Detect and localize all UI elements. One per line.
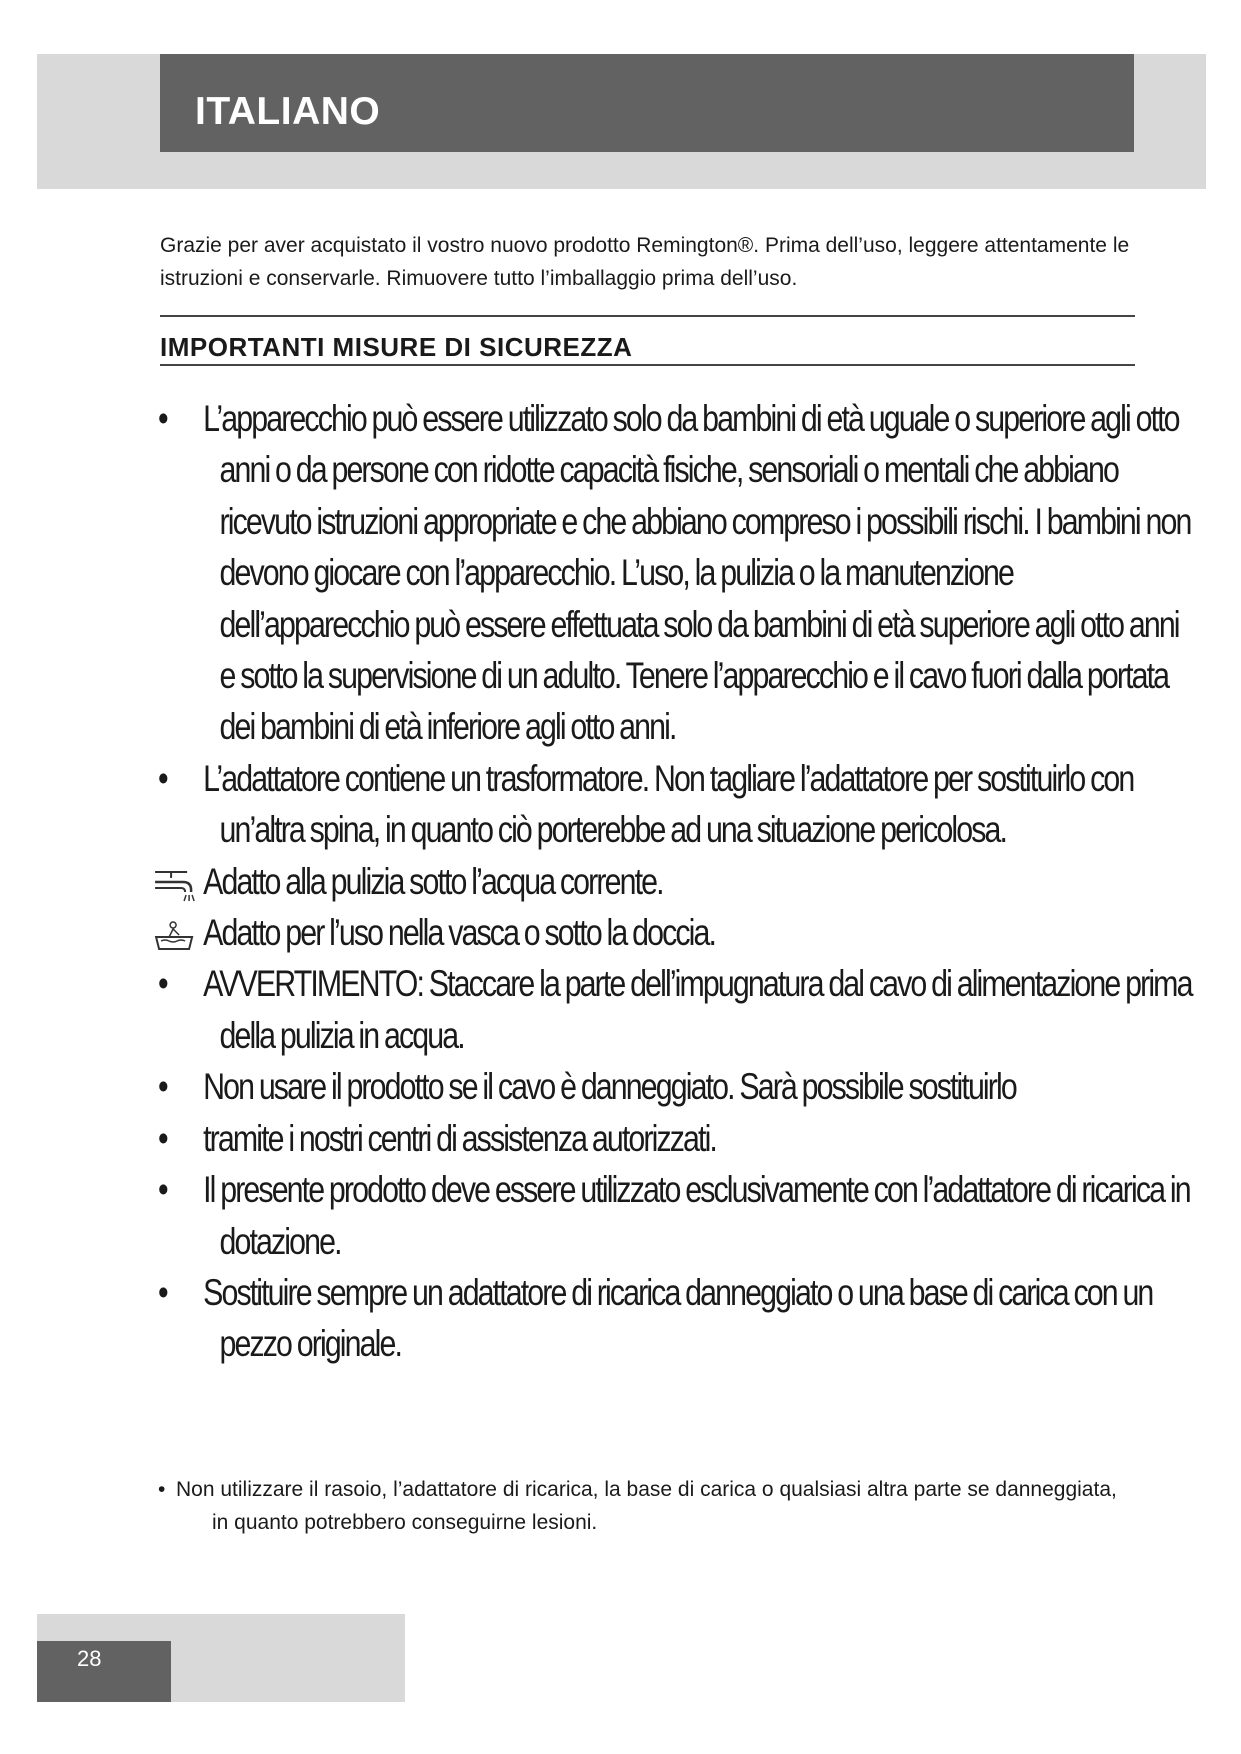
safety-item-text: Non usare il prodotto se il cavo è danneggiato. Sarà possibile sostituirlo: [203, 1066, 1016, 1108]
safety-item-text: AVVERTIMENTO: Staccare la parte dell’impugnatura dal cavo di alimentazione prima della pulizia in acqua.: [203, 963, 1192, 1056]
section-bottom-rule: [160, 364, 1135, 366]
safety-item-text: Adatto per l’uso nella vasca o sotto la doccia.: [203, 912, 716, 954]
safety-item: [158, 958, 1195, 1061]
page-number: 28: [77, 1646, 102, 1671]
bullet-marker: •: [158, 1169, 169, 1211]
safety-item-text: Il presente prodotto deve essere utilizzato esclusivamente con l’adattatore di ricarica in dotazione.: [203, 1169, 1190, 1262]
final-note: [158, 1473, 1138, 1539]
safety-item-text: L’adattatore contiene un trasformatore. Non tagliare l’adattatore per sostituirlo con un’altra spina, in quanto ciò porterebbe ad una situazione pericolosa.: [203, 757, 1134, 851]
safety-item-text: L’apparecchio può essere utilizzato solo da bambini di età uguale o superiore agli otto anni o da persone con ridotte capacità fisiche, sensoriali o mentali che abbiano ricevuto istruzioni appropriate e che abbiano compreso i possibili rischi. I bambini non devono giocare con l’apparecchio. L’uso, la pulizia o la manutenzione dell’apparecchio può essere effettuata solo da bambini di età superiore agli otto anni e sotto la supervisione di un adulto. Tenere l’apparecchio e il cavo fuori dalla portata dei bambini di età inferiore agli otto anni.: [203, 398, 1191, 748]
section-top-rule: [160, 315, 1135, 317]
safety-item: [158, 1061, 1195, 1112]
safety-list: [158, 393, 1192, 1370]
safety-item: [158, 1164, 1195, 1267]
safety-item: [158, 856, 1195, 907]
safety-item-text: tramite i nostri centri di assistenza autorizzati.: [203, 1117, 716, 1159]
safety-item-text: Adatto alla pulizia sotto l’acqua corrente.: [203, 860, 663, 902]
bullet-marker: •: [158, 1117, 169, 1159]
bullet-marker: •: [158, 1478, 166, 1501]
final-note-text: Non utilizzare il rasoio, l’adattatore di ricarica, la base di carica o qualsiasi altra parte se danneggiata, in quanto potrebbero conseguirne lesioni.: [176, 1478, 1117, 1534]
safety-item-text: Sostituire sempre un adattatore di ricarica danneggiato o una base di carica con un pezzo originale.: [203, 1271, 1153, 1365]
bathtub-icon: [153, 919, 199, 953]
bullet-marker: •: [158, 963, 169, 1005]
bullet-marker: •: [158, 398, 169, 439]
bullet-marker: •: [158, 1066, 169, 1108]
section-title: IMPORTANTI MISURE DI SICUREZZA: [160, 332, 633, 362]
safety-item: [158, 907, 1195, 958]
language-title: ITALIANO: [195, 90, 381, 133]
footer-page-tab: [37, 1641, 171, 1702]
safety-item: [158, 1267, 1195, 1370]
bullet-marker: •: [158, 757, 169, 799]
safety-item: [158, 393, 1195, 753]
safety-item: [158, 753, 1195, 856]
intro-paragraph: Grazie per aver acquistato il vostro nuovo prodotto Remington®. Prima dell’uso, leggere attentamente le istruzioni e conservarle. Rimuovere tutto l’imballaggio prima dell’uso.: [160, 234, 1130, 290]
safety-item: [158, 1113, 1195, 1164]
faucet-icon: [153, 868, 199, 902]
bullet-marker: •: [158, 1271, 169, 1313]
